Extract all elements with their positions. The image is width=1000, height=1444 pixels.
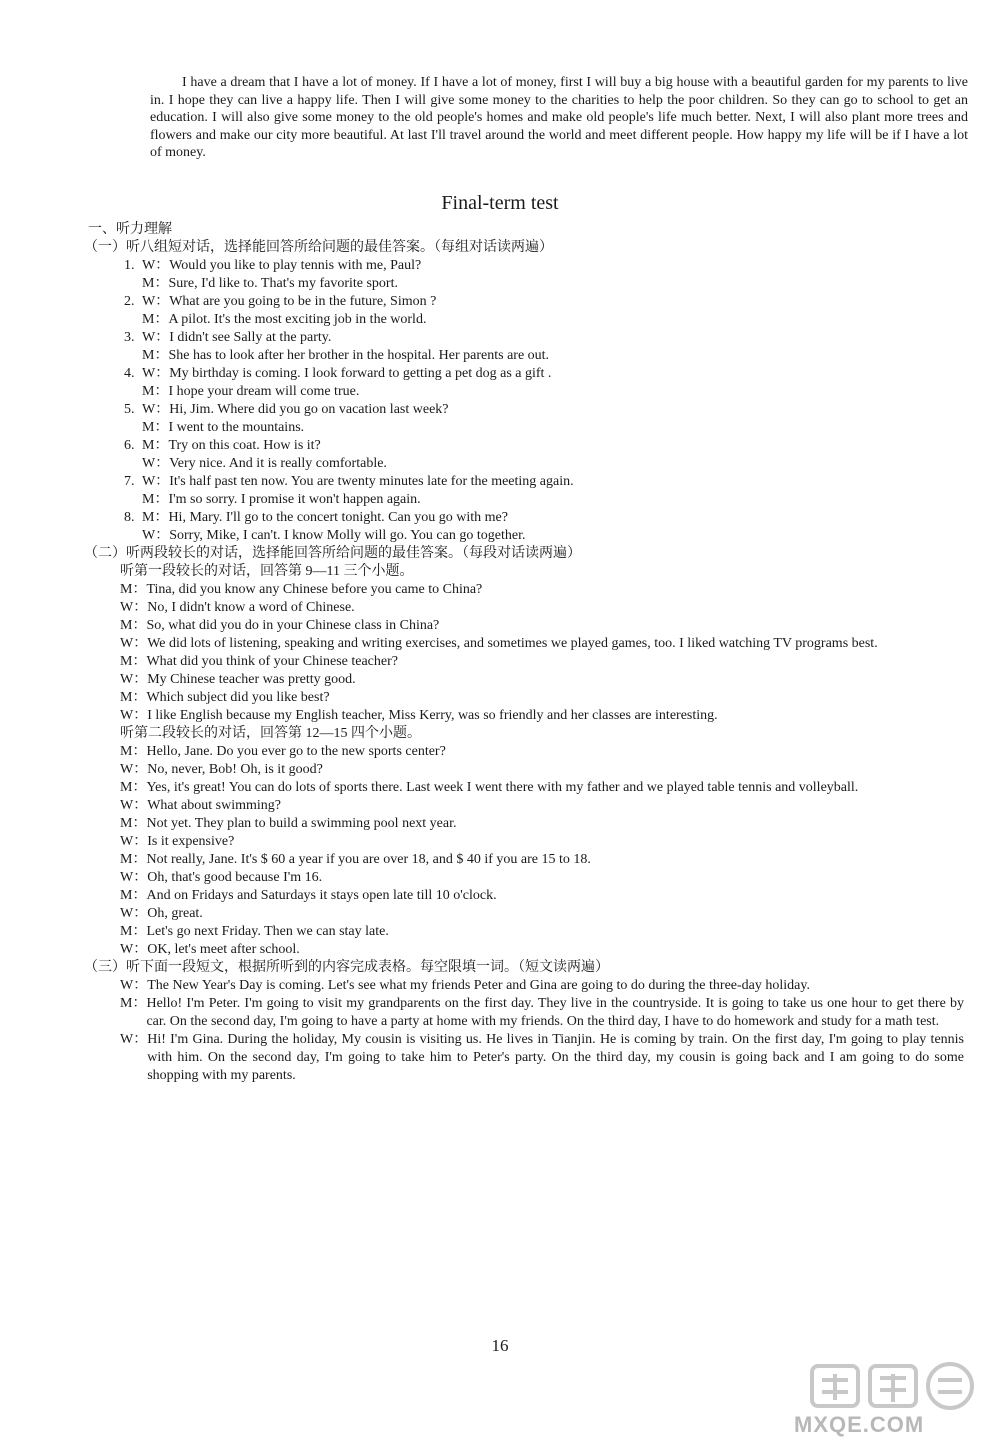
question-line [124, 257, 964, 275]
dialog-line [84, 707, 964, 725]
question-text: W：What are you going to be in the future, Simon ? [142, 294, 437, 309]
answer-line: M：I went to the mountains. [142, 420, 305, 435]
question-number: 1. [124, 258, 135, 273]
dialog-text: The New Year's Day is coming. Let's see what my friends Peter and Gina are going to do during the three-day holiday. [147, 978, 810, 993]
dialog-line [84, 887, 964, 905]
answer-line: W：Sorry, Mike, I can't. I know Molly will go. You can go together. [142, 528, 526, 543]
dialog-text: Hello, Jane. Do you ever go to the new sports center? [146, 744, 446, 759]
question-text: W：My birthday is coming. I look forward to getting a pet dog as a gift . [142, 366, 552, 381]
question-text: W：Hi, Jim. Where did you go on vacation last week? [142, 402, 449, 417]
question-number: 6. [124, 438, 135, 453]
question-item [84, 473, 964, 509]
question-line [124, 365, 964, 383]
question-number: 5. [124, 402, 135, 417]
watermark [790, 1360, 990, 1440]
question-number: 2. [124, 294, 135, 309]
question-item [84, 401, 964, 437]
question-item [84, 293, 964, 329]
dialog-text: Which subject did you like best? [146, 690, 330, 705]
answer-line: M：I hope your dream will come true. [142, 384, 360, 399]
dialog-line [84, 689, 964, 707]
dialog2-intro: 听第二段较长的对话，回答第 12—15 四个小题。 [120, 726, 421, 741]
question-text: M：Hi, Mary. I'll go to the concert tonight. Can you go with me? [142, 510, 508, 525]
dialog-line [84, 761, 964, 779]
dialog-text: What did you think of your Chinese teacher? [146, 654, 398, 669]
answer-line: M：A pilot. It's the most exciting job in the world. [142, 312, 427, 327]
dialog-line [84, 653, 964, 671]
question-number: 7. [124, 474, 135, 489]
dialog-text: Oh, that's good because I'm 16. [147, 870, 323, 885]
speaker-label: W： [120, 762, 148, 777]
dialog1 [84, 581, 964, 725]
speaker-label: M： [120, 888, 147, 903]
part3-passage [84, 977, 964, 1085]
test-content [84, 221, 964, 1085]
dialog-line [84, 581, 964, 599]
part2-heading: （二）听两段较长的对话，选择能回答所给问题的最佳答案。（每段对话读两遍） [84, 546, 581, 561]
dialog-line [84, 635, 964, 653]
dialog-text: So, what did you do in your Chinese class in China? [146, 618, 440, 633]
dialog-text: Hello! I'm Peter. I'm going to visit my grandparents on the first day. They live in the countryside. It is going to take us one hour to get there by car. On the second day, I'm going to have a party at home with my friends. On the third day, I have to do homework and study for a math test. [146, 996, 964, 1029]
speaker-label: M： [120, 924, 147, 939]
dialog-line [84, 977, 964, 995]
dialog-line [84, 941, 964, 959]
page-number: 16 [491, 1336, 509, 1355]
speaker-label: W： [120, 942, 148, 957]
dialog-line [84, 869, 964, 887]
question-line [124, 509, 964, 527]
dialog-text: My Chinese teacher was pretty good. [147, 672, 356, 687]
speaker-label: M： [120, 618, 147, 633]
question-line [124, 329, 964, 347]
essay-passage [150, 74, 968, 162]
speaker-label: M： [120, 780, 147, 795]
question-item [84, 329, 964, 365]
dialog-line [84, 923, 964, 941]
dialog-text: No, never, Bob! Oh, is it good? [147, 762, 323, 777]
speaker-label: M： [120, 744, 147, 759]
question-number: 3. [124, 330, 135, 345]
dialog-text: Not really, Jane. It's $ 60 a year if you are over 18, and $ 40 if you are 15 to 18. [146, 852, 591, 867]
speaker-label: M： [120, 852, 147, 867]
answer-line: M：I'm so sorry. I promise it won't happen again. [142, 492, 421, 507]
dialog-text: Yes, it's great! You can do lots of sports there. Last week I went there with my father and we played table tennis and volleyball. [146, 780, 859, 795]
dialog-line [84, 599, 964, 617]
dialog-text: Hi! I'm Gina. During the holiday, My cousin is visiting us. He lives in Tianjin. He is coming by train. On the first day, I'm going to play tennis with him. On the second day, I'm going to take him to Peter's party. On the third day, my cousin is going back and I am going to do some shopping with my parents. [147, 1032, 964, 1083]
part3-heading: （三）听下面一段短文，根据所听到的内容完成表格。每空限填一词。（短文读两遍） [84, 960, 609, 975]
section-heading: 一、听力理解 [88, 222, 172, 237]
dialog-text: We did lots of listening, speaking and writing exercises, and sometimes we played games, too. I liked watching TV programs best. [147, 636, 878, 651]
question-text: M：Try on this coat. How is it? [142, 438, 321, 453]
speaker-label: W： [120, 834, 148, 849]
answer-line: M：She has to look after her brother in the hospital. Her parents are out. [142, 348, 550, 363]
dialog-text: And on Fridays and Saturdays it stays open late till 10 o'clock. [146, 888, 497, 903]
dialog-line [84, 905, 964, 923]
speaker-label: M： [120, 996, 147, 1011]
speaker-label: W： [120, 636, 148, 651]
dialog-text: Is it expensive? [147, 834, 235, 849]
dialog-line [84, 617, 964, 635]
dialog1-intro: 听第一段较长的对话，回答第 9—11 三个小题。 [120, 564, 414, 579]
dialog-text: Not yet. They plan to build a swimming pool next year. [146, 816, 457, 831]
speaker-label: W： [120, 1032, 148, 1047]
dialog-line [84, 995, 964, 1031]
part1-heading: （一）听八组短对话，选择能回答所给问题的最佳答案。（每组对话读两遍） [84, 240, 553, 255]
page-title: Final-term test [441, 192, 559, 214]
question-item [84, 509, 964, 545]
question-line [124, 437, 964, 455]
dialog-line [84, 833, 964, 851]
speaker-label: W： [120, 870, 148, 885]
question-text: W：It's half past ten now. You are twenty minutes late for the meeting again. [142, 474, 574, 489]
watermark-logo-icon [810, 1360, 980, 1410]
dialog-text: I like English because my English teacher, Miss Kerry, was so friendly and her classes are interesting. [147, 708, 718, 723]
question-line [124, 401, 964, 419]
dialog-line [84, 797, 964, 815]
question-item [84, 365, 964, 401]
dialog-line [84, 1031, 964, 1085]
dialog-text: OK, let's meet after school. [147, 942, 300, 957]
dialog-text: No, I didn't know a word of Chinese. [147, 600, 355, 615]
essay-text: I have a dream that I have a lot of money. If I have a lot of money, first I will buy a big house with a beautiful garden for my parents to live in. I hope they can live a happy life. Then I will give some money to the charities to help the poor children. So they can go to school to get an education. I will also give some money to the old people's homes and make old people's life much better. Next, I will also plant more trees and flowers and make our city more beautiful. At last I'll travel around the world and meet different people. How happy my life will be if I have a lot of money. [150, 75, 968, 160]
part1-items [84, 257, 964, 545]
dialog-text: What about swimming? [147, 798, 281, 813]
watermark-text: MXQE.COM [794, 1412, 925, 1437]
speaker-label: M： [120, 582, 147, 597]
question-item [84, 257, 964, 293]
dialog-line [84, 671, 964, 689]
speaker-label: M： [120, 690, 147, 705]
dialog-line [84, 815, 964, 833]
question-text: W：I didn't see Sally at the party. [142, 330, 332, 345]
question-item [84, 437, 964, 473]
dialog2 [84, 743, 964, 959]
speaker-label: M： [120, 816, 147, 831]
speaker-label: W： [120, 906, 148, 921]
dialog-line [84, 851, 964, 869]
question-number: 4. [124, 366, 135, 381]
dialog-text: Oh, great. [147, 906, 203, 921]
speaker-label: W： [120, 600, 148, 615]
dialog-line [84, 779, 964, 797]
speaker-label: W： [120, 798, 148, 813]
answer-line: W：Very nice. And it is really comfortable. [142, 456, 387, 471]
speaker-label: W： [120, 672, 148, 687]
speaker-label: M： [120, 654, 147, 669]
dialog-text: Let's go next Friday. Then we can stay late. [146, 924, 389, 939]
answer-line: M：Sure, I'd like to. That's my favorite sport. [142, 276, 398, 291]
dialog-text: Tina, did you know any Chinese before you came to China? [146, 582, 483, 597]
dialog-line [84, 743, 964, 761]
question-line [124, 293, 964, 311]
speaker-label: W： [120, 708, 148, 723]
question-text: W：Would you like to play tennis with me, Paul? [142, 258, 422, 273]
speaker-label: W： [120, 978, 148, 993]
question-number: 8. [124, 510, 135, 525]
question-line [124, 473, 964, 491]
